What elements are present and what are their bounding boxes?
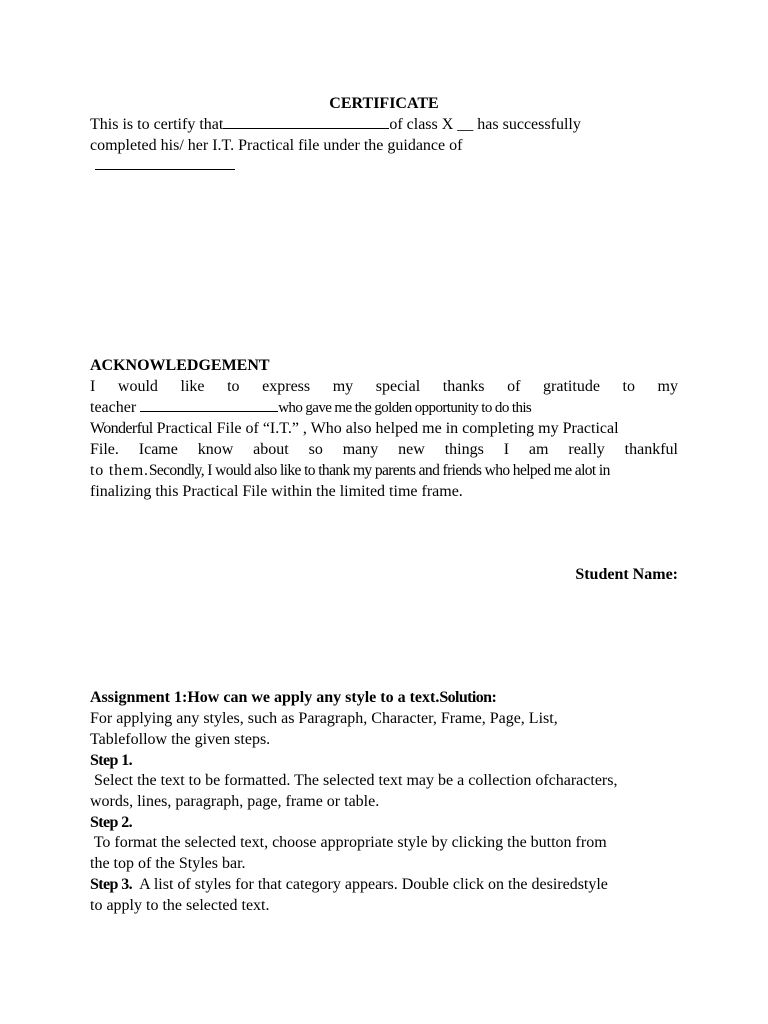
step-1-line-2: words, lines, paragraph, page, frame or table. bbox=[90, 793, 380, 810]
acknowledgement-line-1: I would like to express my special thanks of gratitude to my bbox=[90, 378, 678, 395]
step-1-label: Step 1. bbox=[90, 752, 133, 769]
teacher-name-blank-line bbox=[140, 397, 278, 412]
acknowledgement-title: ACKNOWLEDGEMENT bbox=[90, 357, 270, 374]
step-3-line-2: to apply to the selected text. bbox=[90, 897, 270, 914]
acknowledgement-text-5a: to them. bbox=[90, 462, 149, 479]
certificate-text-1a: This is to certify that bbox=[90, 116, 224, 133]
certificate-line-3 bbox=[90, 155, 678, 176]
acknowledgement-text-3a: Wonderful bbox=[90, 420, 153, 437]
step-3-text: A list of styles for that category appears. Double click on the desiredstyle bbox=[132, 876, 608, 893]
step-3-line-1 bbox=[90, 874, 678, 895]
acknowledgement-line-5 bbox=[90, 460, 678, 481]
acknowledgement-line-6: finalizing this Practical File within the limited time frame. bbox=[90, 483, 463, 500]
step-2-label: Step 2. bbox=[90, 814, 133, 831]
assignment-title-text: Assignment 1:How can we apply any style to a text. bbox=[90, 689, 440, 706]
solution-label: Solution: bbox=[439, 689, 497, 706]
step-2-line-1: To format the selected text, choose appropriate style by clicking the button from bbox=[90, 834, 607, 851]
step-2-line-2: the top of the Styles bar. bbox=[90, 855, 246, 872]
acknowledgement-text-2a: teacher bbox=[90, 399, 137, 416]
teacher-blank-line bbox=[95, 155, 235, 170]
assignment-intro-line-1: For applying any styles, such as Paragraph, Character, Frame, Page, List, bbox=[90, 710, 558, 727]
step-3-label: Step 3. bbox=[90, 876, 133, 893]
certificate-title: CERTIFICATE bbox=[329, 95, 439, 112]
acknowledgement-text-5b: Secondly, I would also like to thank my parents and friends who helped me alot in bbox=[148, 462, 610, 479]
assignment-title bbox=[90, 687, 678, 708]
assignment-intro-line-2: Tablefollow the given steps. bbox=[90, 731, 271, 748]
step-1-line-1: Select the text to be formatted. The selected text may be a collection ofcharacters, bbox=[90, 772, 618, 789]
acknowledgement-line-2 bbox=[90, 397, 678, 419]
certificate-text-1b: of class X __ has successfully bbox=[389, 116, 581, 133]
certificate-line-2: completed his/ her I.T. Practical file under the guidance of bbox=[90, 137, 463, 154]
student-name-label: Student Name: bbox=[575, 566, 678, 583]
acknowledgement-text-2b: who gave me the golden opportunity to do this bbox=[278, 400, 532, 416]
acknowledgement-line-3 bbox=[90, 418, 678, 439]
name-blank-line bbox=[223, 114, 389, 129]
certificate-line-1 bbox=[90, 114, 678, 135]
acknowledgement-line-4: File. Icame know about so many new things I am really thankful bbox=[90, 441, 678, 458]
acknowledgement-text-3b: Practical File of “I.T.” , Who also helped me in completing my Practical bbox=[156, 420, 619, 437]
